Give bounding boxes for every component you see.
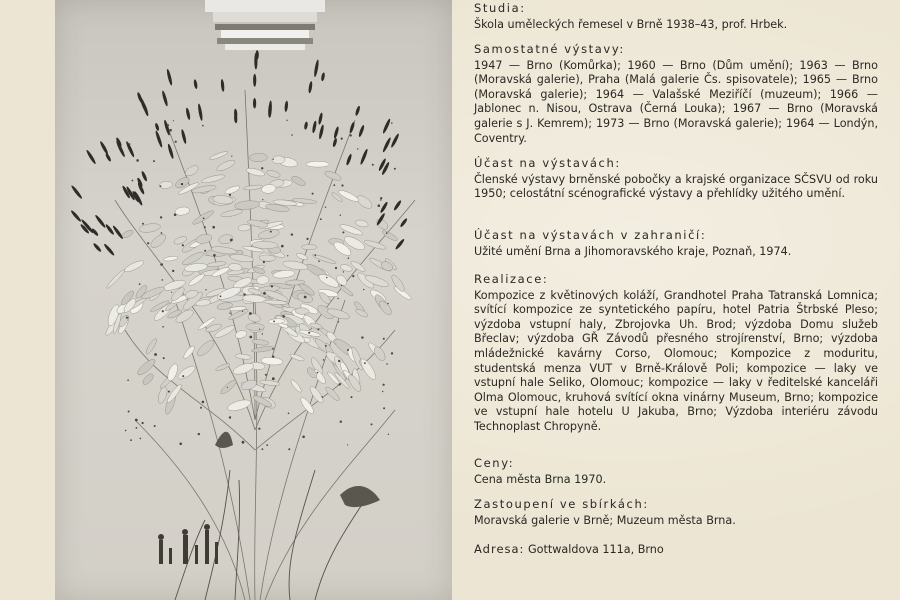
seed-head (399, 218, 408, 228)
leaf (219, 378, 238, 396)
leaf (195, 338, 216, 358)
leaf (355, 193, 374, 211)
flower-dot (160, 185, 162, 187)
seed-head (390, 133, 400, 148)
flower-dot (341, 285, 342, 286)
leaf (174, 206, 190, 216)
seed-head (125, 141, 135, 158)
address-value: Gottwaldova 111a, Brno (528, 543, 664, 556)
leaf (123, 259, 145, 274)
flower-dot (168, 391, 170, 393)
flower-dot (202, 401, 205, 404)
seed-head (379, 201, 388, 213)
flower-dot (266, 444, 268, 446)
section-heading: Účast na výstavách v zahraničí: (474, 228, 707, 242)
section-text: 1947 — Brno (Komůrka); 1960 — Brno (Dům umění); 1963 — Brno (Moravská galerie), Praha (Malá galerie Čs. spisovatele); 1965 — Brno (Moravská galerie); 1964 — Valašské Meziříčí (muzeum); 1966 — Jablonec n. Nisou, Ostrava (Černá Louka); 1967 — Brno (Moravská galerie s J. Kemrem); 1973 — Brno (Moravská galerie); 1964 — Londýn, Coventry. (474, 58, 878, 145)
leaf (209, 150, 229, 161)
leaf (215, 158, 236, 173)
flower-dot (263, 292, 266, 295)
flower-dot (317, 329, 319, 331)
flower-dot (230, 239, 233, 242)
flower-dot (342, 231, 344, 233)
flower-dot (142, 223, 144, 225)
leaf (381, 229, 399, 242)
leaf (289, 353, 305, 362)
seed-head (167, 143, 175, 159)
flower-dot (338, 321, 339, 322)
flower-dot (306, 238, 308, 240)
seed-head (112, 225, 124, 240)
leaf (229, 253, 254, 263)
flower-dot (387, 303, 389, 305)
flower-dot (271, 285, 273, 287)
leaf (207, 261, 227, 268)
flower-dot (265, 374, 267, 376)
section-ceny (474, 456, 878, 487)
leaf (105, 268, 126, 289)
flower-dot (321, 396, 323, 398)
flower-dot (204, 226, 206, 228)
flower-dot (261, 167, 263, 169)
section-text: Kompozice z květinových koláží, Grandhotel Praha Tatranská Lomnica; svítící kompozice ze syntetického papíru, hotel Patria Štrbské Pleso; výzdoba vstupní haly, Zbrojovka Uh. Brod; výzdoba Domu služeb Břeclav; výzdoba GŘ Závodů přesného strojírenství, Brno; výzdoba mládežnické kavárny Corso, Olomouc; Kompozice z moduritu, studentská menza VUT v Brně-Králově Poli; kompozice — laky ve vstupní hale Seliko, Olomouc; kompozice — laky v ředitelské kanceláři Olma Olomouc, kruhová svítící okna vinárny Museum, Brno; kompozice ve vstupní hale hotelu U Jakuba, Brno; Výzdoba interiéru závodu Technoplast Chropyně. (474, 288, 878, 433)
flower-dot (160, 216, 162, 218)
flower-dot (173, 120, 174, 121)
leaf (257, 228, 280, 241)
flower-dot (386, 232, 388, 234)
leaf (159, 181, 173, 190)
leaf (350, 259, 367, 273)
flower-dot (348, 257, 350, 259)
flower-dot (338, 360, 340, 362)
leaf (339, 263, 353, 272)
flower-dot (340, 421, 342, 423)
flower-dot (263, 261, 265, 263)
flower-dot (287, 255, 288, 256)
seed-head (161, 90, 169, 106)
leaf (138, 222, 161, 234)
flower-dot (335, 267, 337, 269)
leaf (201, 173, 226, 184)
seed-head (355, 105, 361, 116)
flower-dot (380, 199, 382, 201)
leaf (215, 362, 231, 371)
flower-dot (361, 336, 363, 338)
flower-dot (391, 122, 393, 124)
leaf-mass (104, 150, 413, 415)
seed-head (99, 140, 109, 155)
grass-blades (175, 470, 365, 600)
flower-dot (136, 427, 138, 429)
leaf (295, 252, 308, 261)
seed-head (284, 101, 288, 112)
leaf (238, 224, 251, 231)
section-samostatne-vystavy (474, 42, 878, 146)
flower-dot (153, 160, 155, 162)
flower-dot (136, 159, 139, 162)
flower-dot (163, 357, 165, 359)
flower-dot (249, 312, 252, 315)
flower-dot (128, 411, 130, 413)
flower-dot (130, 439, 132, 441)
leaf (324, 169, 343, 182)
flower-dot (135, 419, 138, 422)
flower-dot (291, 233, 293, 235)
flower-dot (347, 444, 348, 445)
seed-head (332, 138, 338, 148)
flower-dot (126, 317, 128, 319)
leaf (259, 255, 276, 262)
seed-head (358, 125, 365, 138)
flower-dot (272, 348, 274, 350)
leaf (149, 232, 168, 250)
leaf (290, 174, 306, 187)
seed-head (304, 121, 309, 129)
seed-head (105, 153, 112, 163)
flower-dot (231, 156, 232, 157)
flower-dot (288, 448, 290, 450)
flower-dot (142, 422, 144, 424)
leaf (173, 235, 188, 246)
flower-dot (162, 310, 164, 312)
seed-head (136, 92, 143, 104)
flower-dot (352, 275, 354, 277)
seed-head (185, 107, 191, 120)
flower-dot (202, 125, 204, 127)
small-figures (158, 524, 218, 564)
flower-dot (139, 283, 141, 285)
flower-dot (320, 218, 322, 220)
flower-dot (357, 148, 358, 149)
section-text: Cena města Brna 1970. (474, 472, 607, 486)
flower-dot (372, 164, 374, 166)
section-text: Užité umění Brna a Jihomoravského kraje, Poznaň, 1974. (474, 244, 792, 258)
flower-dot (154, 353, 157, 356)
leaf (259, 379, 280, 386)
flower-dot (394, 168, 396, 170)
flower-dot (325, 207, 326, 208)
leaf (243, 184, 263, 191)
seed-head (333, 126, 340, 139)
seed-head (253, 74, 256, 87)
seed-head (85, 149, 96, 165)
leaf (246, 323, 265, 331)
leaf (163, 255, 178, 261)
flower-dot (364, 362, 366, 364)
flower-dot (286, 120, 287, 121)
seed-head (103, 243, 115, 256)
seed-head (193, 79, 198, 89)
flower-dot (391, 352, 393, 354)
seed-head (313, 59, 319, 77)
flower-dot (272, 377, 275, 380)
flower-dot (229, 313, 230, 314)
flower-dot (388, 434, 389, 435)
section-text: Škola uměleckých řemesel v Brně 1938–43, prof. Hrbek. (474, 17, 788, 31)
section-text: Moravská galerie v Brně; Muzeum města Brna. (474, 513, 736, 527)
flower-dot (258, 428, 260, 430)
flower-dot (205, 289, 206, 290)
seed-head (268, 100, 272, 117)
seed-head (393, 200, 402, 212)
flower-dot (333, 184, 335, 186)
seed-head (94, 214, 106, 229)
flower-dot (380, 197, 382, 199)
flower-dot (378, 204, 381, 207)
flower-dot (212, 226, 215, 229)
flower-dot (174, 213, 177, 216)
flower-dot (161, 263, 163, 265)
flower-dot (325, 345, 327, 347)
flower-dot (386, 363, 388, 365)
flower-dot (262, 333, 263, 334)
address-label: Adresa: (474, 542, 525, 556)
flower-dot (171, 292, 172, 293)
flower-dot (220, 295, 222, 297)
flower-dot (213, 254, 216, 257)
leaf (135, 357, 157, 377)
seed-head (382, 137, 392, 153)
seed-head (70, 209, 82, 222)
flower-dot (337, 298, 338, 299)
section-zastoupeni (474, 497, 878, 528)
flower-dot (383, 384, 385, 386)
flower-dot (339, 383, 341, 385)
flower-dot (291, 134, 293, 136)
flower-dot (382, 391, 383, 392)
flower-dot (179, 443, 182, 446)
seed-head (163, 120, 171, 136)
seed-head (105, 223, 115, 235)
flower-dot (181, 183, 183, 185)
leaf (224, 184, 241, 195)
flower-dot (282, 315, 285, 318)
leaf (289, 378, 302, 393)
flower-dot (162, 326, 164, 328)
section-realizace (474, 272, 878, 435)
flower-dot (317, 372, 319, 374)
leaf (176, 364, 197, 382)
flower-dot (323, 359, 325, 361)
leaf (220, 208, 243, 218)
leaf (226, 398, 251, 413)
seed-head (166, 69, 173, 86)
flower-dot (161, 232, 163, 234)
flower-dot (132, 180, 134, 182)
section-heading: Účast na výstavách: (474, 156, 621, 170)
seed-head (318, 112, 324, 125)
flower-dot (314, 254, 316, 256)
flower-dot (341, 184, 343, 186)
leaf (249, 153, 267, 162)
seed-head (197, 103, 203, 121)
flower-dot (343, 271, 344, 272)
leaf (182, 344, 196, 359)
flower-dot (281, 245, 284, 248)
flower-dot (340, 215, 341, 216)
flower-dot (270, 231, 272, 233)
section-heading: Realizace: (474, 272, 549, 286)
leaf (272, 156, 285, 164)
flower-dot (383, 407, 385, 409)
seed-head (70, 185, 83, 200)
seed-head (141, 171, 148, 182)
flower-dot (242, 441, 245, 444)
flower-dot (204, 250, 206, 252)
flower-dot (154, 425, 156, 427)
flower-dot (172, 270, 174, 272)
flower-dot (229, 416, 231, 418)
section-heading: Ceny: (474, 456, 515, 470)
flower-dot (200, 407, 202, 409)
flower-dot (273, 159, 274, 160)
leaf (121, 229, 134, 240)
flower-dot (175, 141, 177, 143)
address-line (474, 542, 878, 558)
seed-head (359, 148, 368, 165)
leaf (324, 385, 341, 402)
leaf (363, 239, 386, 251)
seed-head (154, 130, 163, 148)
seed-head (253, 98, 256, 109)
flower-dot (262, 448, 264, 450)
seed-head (220, 79, 224, 92)
seed-head (382, 118, 392, 134)
flower-dot (350, 134, 352, 136)
seed-head (312, 120, 318, 133)
leaf (355, 219, 369, 228)
seed-head (345, 153, 352, 165)
flower-dot (318, 260, 320, 262)
flower-dot (162, 279, 164, 281)
flower-dot (182, 244, 184, 246)
flower-dot (273, 321, 275, 323)
leaf (144, 337, 158, 355)
leaf (234, 200, 260, 211)
section-studia (474, 1, 878, 32)
flower-dot (198, 433, 200, 435)
flower-dot (262, 199, 263, 200)
flower-dot (363, 289, 364, 290)
leaf (261, 356, 283, 365)
section-heading: Zastoupení ve sbírkách: (474, 497, 649, 511)
flower-dot (169, 129, 172, 132)
flower-dot (308, 332, 310, 334)
flower-dot (229, 194, 231, 196)
artwork-photo (55, 0, 452, 600)
floral-composition-illustration (55, 0, 452, 600)
flower-dot (167, 124, 169, 126)
leaf (282, 259, 308, 271)
flower-dot (227, 387, 228, 388)
flower-dot (288, 413, 290, 415)
leaf (141, 372, 155, 386)
leaf (302, 244, 317, 249)
seed-head (256, 50, 259, 60)
flower-dot (182, 375, 184, 377)
flower-dot (347, 349, 349, 351)
flower-dot (249, 336, 252, 339)
flower-dot (127, 379, 129, 381)
flower-dot (326, 277, 327, 278)
seed-head (154, 123, 160, 132)
flower-dot (147, 242, 149, 244)
flower-dot (203, 218, 205, 220)
leaf (235, 353, 252, 360)
flower-dot (125, 430, 127, 432)
seed-head (318, 124, 324, 139)
flower-dot (242, 311, 243, 312)
section-ucast-v-zahranici (474, 228, 878, 259)
flower-dot (304, 296, 307, 299)
section-text: Členské výstavy brněnské pobočky a krajské organizace SČSVU od roku 1950; celostátní scénografické výstavy a přehlídky užitého umění. (474, 172, 878, 201)
seed-head (349, 121, 356, 133)
leaf (266, 169, 281, 179)
flower-dot (129, 143, 130, 144)
flower-dot (371, 423, 373, 425)
flower-dot (302, 436, 305, 439)
flower-dot (259, 329, 260, 330)
seed-head (308, 81, 313, 93)
flower-dot (312, 193, 314, 195)
seed-head (321, 72, 326, 81)
seed-head (180, 129, 187, 144)
flower-dot (383, 338, 385, 340)
section-ucast-na-vystavach (474, 156, 878, 202)
flower-dot (351, 396, 353, 398)
flower-dot (341, 138, 343, 140)
section-heading: Samostatné výstavy: (474, 42, 625, 56)
leaf (306, 161, 329, 167)
seed-head (92, 242, 102, 252)
flower-dot (272, 356, 274, 358)
flower-dot (140, 438, 142, 440)
top-object (205, 0, 325, 50)
section-heading: Studia: (474, 1, 526, 15)
flower-dot (243, 293, 245, 295)
